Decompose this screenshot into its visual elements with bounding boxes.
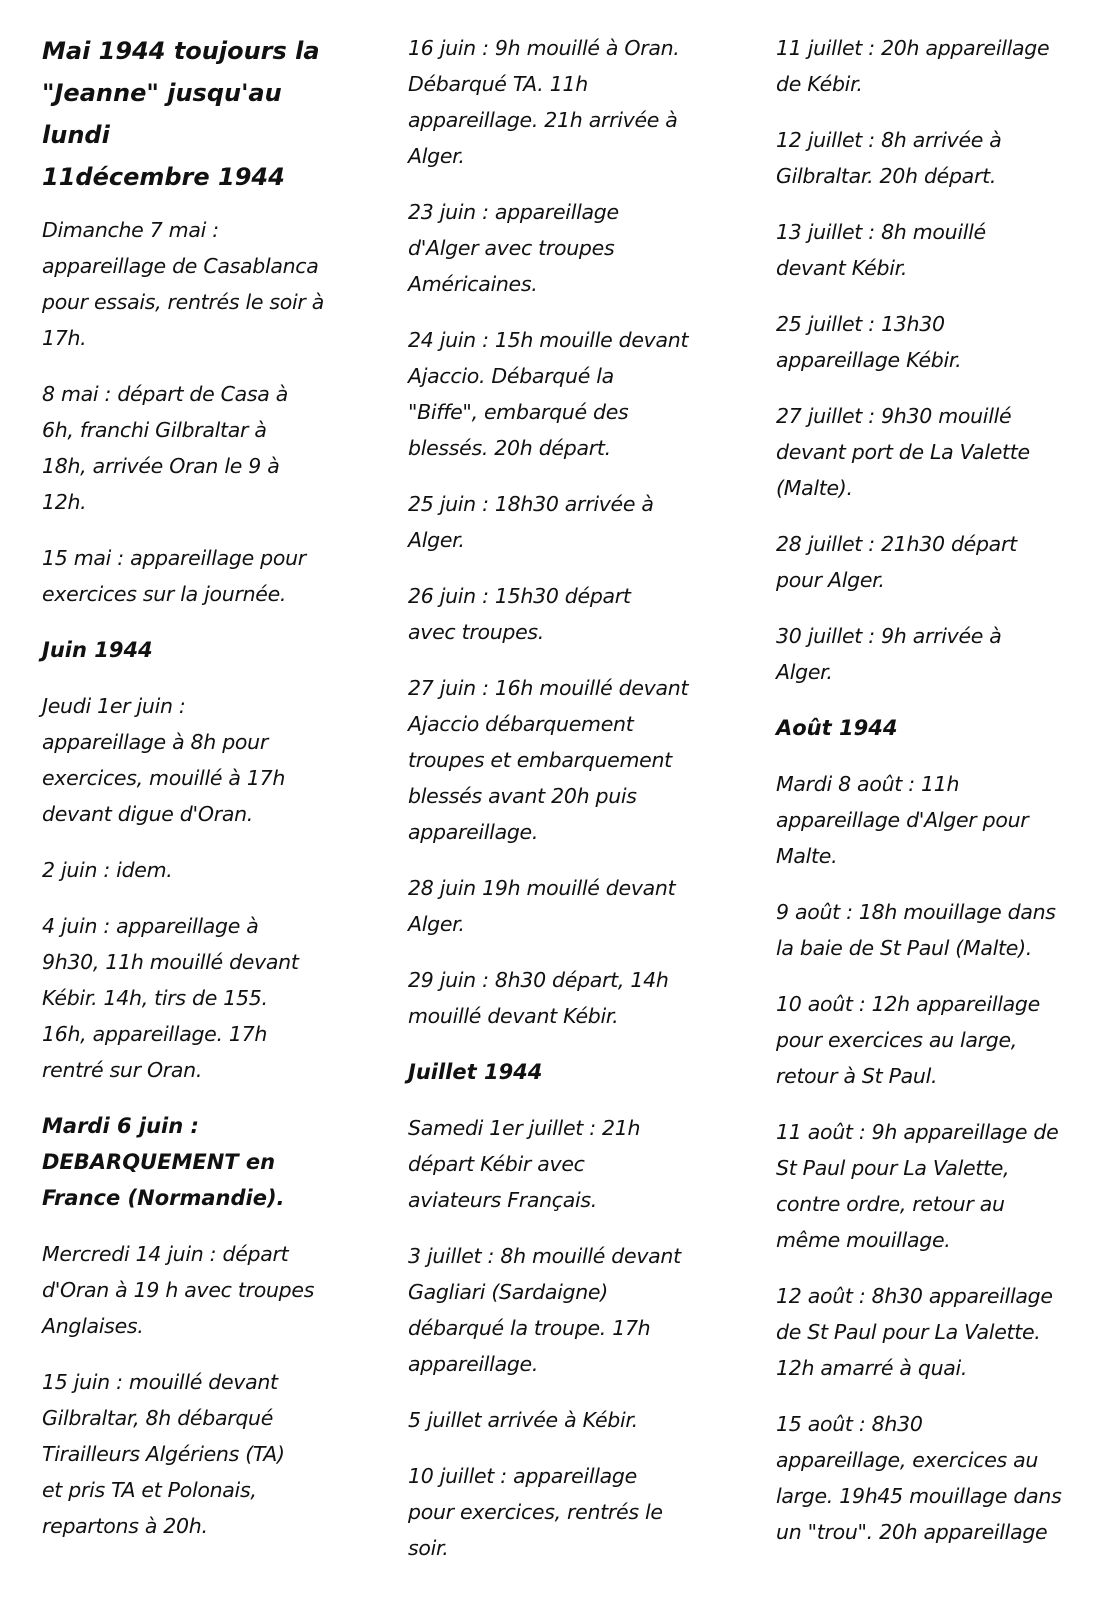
diary-entry: 25 juillet : 13h30 appareillage Kébir. bbox=[776, 312, 962, 372]
diary-entry: 15 mai : appareillage pour exercices sur la journée. bbox=[42, 546, 306, 606]
diary-entry: 11 août : 9h appareillage de St Paul pour La Valette, contre ordre, retour au même mouillage. bbox=[776, 1120, 1059, 1252]
diary-entry: 28 juillet : 21h30 départ pour Alger. bbox=[776, 532, 1017, 592]
diary-entry: 10 août : 12h appareillage pour exercices au large, retour à St Paul. bbox=[776, 992, 1040, 1088]
diary-entry: 25 juin : 18h30 arrivée à Alger. bbox=[408, 492, 654, 552]
diary-entry: 29 juin : 8h30 départ, 14h mouillé devant Kébir. bbox=[408, 968, 669, 1028]
diary-entry: 13 juillet : 8h mouillé devant Kébir. bbox=[776, 220, 986, 280]
diary-entry: Mercredi 14 juin : départ d'Oran à 19 h avec troupes Anglaises. bbox=[42, 1242, 315, 1338]
diary-entry: Samedi 1er juillet : 21h départ Kébir avec aviateurs Français. bbox=[408, 1116, 641, 1212]
diary-entry: 16 juin : 9h mouillé à Oran. Débarqué TA. 11h appareillage. 21h arrivée à Alger. bbox=[408, 36, 680, 168]
diary-entry: 9 août : 18h mouillage dans la baie de St Paul (Malte). bbox=[776, 900, 1056, 960]
diary-entry: 24 juin : 15h mouille devant Ajaccio. Débarqué la "Biffe", embarqué des blessés. 20h départ. bbox=[408, 328, 689, 460]
diary-entry: 5 juillet arrivée à Kébir. bbox=[408, 1408, 638, 1432]
section-heading: Juillet 1944 bbox=[408, 1060, 543, 1084]
column-1 bbox=[42, 30, 342, 1564]
section-heading: Mardi 6 juin : DEBARQUEMENT en France (Normandie). bbox=[42, 1114, 285, 1210]
diary-entry: 11 juillet : 20h appareillage de Kébir. bbox=[776, 36, 1050, 96]
diary-entry: Jeudi 1er juin : appareillage à 8h pour exercices, mouillé à 17h devant digue d'Oran. bbox=[42, 694, 286, 826]
diary-entry: 12 août : 8h30 appareillage de St Paul pour La Valette. 12h amarré à quai. bbox=[776, 1284, 1053, 1380]
diary-entry: 15 juin : mouillé devant Gilbraltar, 8h débarqué Tirailleurs Algériens (TA) et pris TA et Polonais, repartons à 20h. bbox=[42, 1370, 285, 1538]
document-title: Mai 1944 toujours la "Jeanne" jusqu'au lundi 11décembre 1944 bbox=[42, 37, 320, 191]
diary-entry: 10 juillet : appareillage pour exercices, rentrés le soir. bbox=[408, 1464, 663, 1560]
column-3 bbox=[776, 30, 1076, 1570]
diary-entry: 2 juin : idem. bbox=[42, 858, 173, 882]
diary-entry: 4 juin : appareillage à 9h30, 11h mouillé devant Kébir. 14h, tirs de 155. 16h, appareillage. 17h rentré sur Oran. bbox=[42, 914, 299, 1082]
diary-entry: 8 mai : départ de Casa à 6h, franchi Gilbraltar à 18h, arrivée Oran le 9 à 12h. bbox=[42, 382, 289, 514]
diary-entry: Mardi 8 août : 11h appareillage d'Alger pour Malte. bbox=[776, 772, 1029, 868]
column-2 bbox=[408, 30, 708, 1586]
diary-entry: 27 juin : 16h mouillé devant Ajaccio débarquement troupes et embarquement blessés avant 20h puis appareillage. bbox=[408, 676, 689, 844]
diary-entry: 15 août : 8h30 appareillage, exercices au large. 19h45 mouillage dans un "trou". 20h appareillage bbox=[776, 1412, 1062, 1544]
diary-entry: 30 juillet : 9h arrivée à Alger. bbox=[776, 624, 1002, 684]
section-heading: Août 1944 bbox=[776, 716, 898, 740]
diary-entry: 26 juin : 15h30 départ avec troupes. bbox=[408, 584, 631, 644]
diary-entry: Dimanche 7 mai : appareillage de Casablanca pour essais, rentrés le soir à 17h. bbox=[42, 218, 324, 350]
diary-entry: 23 juin : appareillage d'Alger avec troupes Américaines. bbox=[408, 200, 619, 296]
diary-entry: 12 juillet : 8h arrivée à Gilbraltar. 20h départ. bbox=[776, 128, 1002, 188]
diary-entry: 3 juillet : 8h mouillé devant Gagliari (Sardaigne) débarqué la troupe. 17h appareillage. bbox=[408, 1244, 681, 1376]
diary-entry: 27 juillet : 9h30 mouillé devant port de La Valette (Malte). bbox=[776, 404, 1030, 500]
section-heading: Juin 1944 bbox=[42, 638, 153, 662]
diary-entry: 28 juin 19h mouillé devant Alger. bbox=[408, 876, 676, 936]
